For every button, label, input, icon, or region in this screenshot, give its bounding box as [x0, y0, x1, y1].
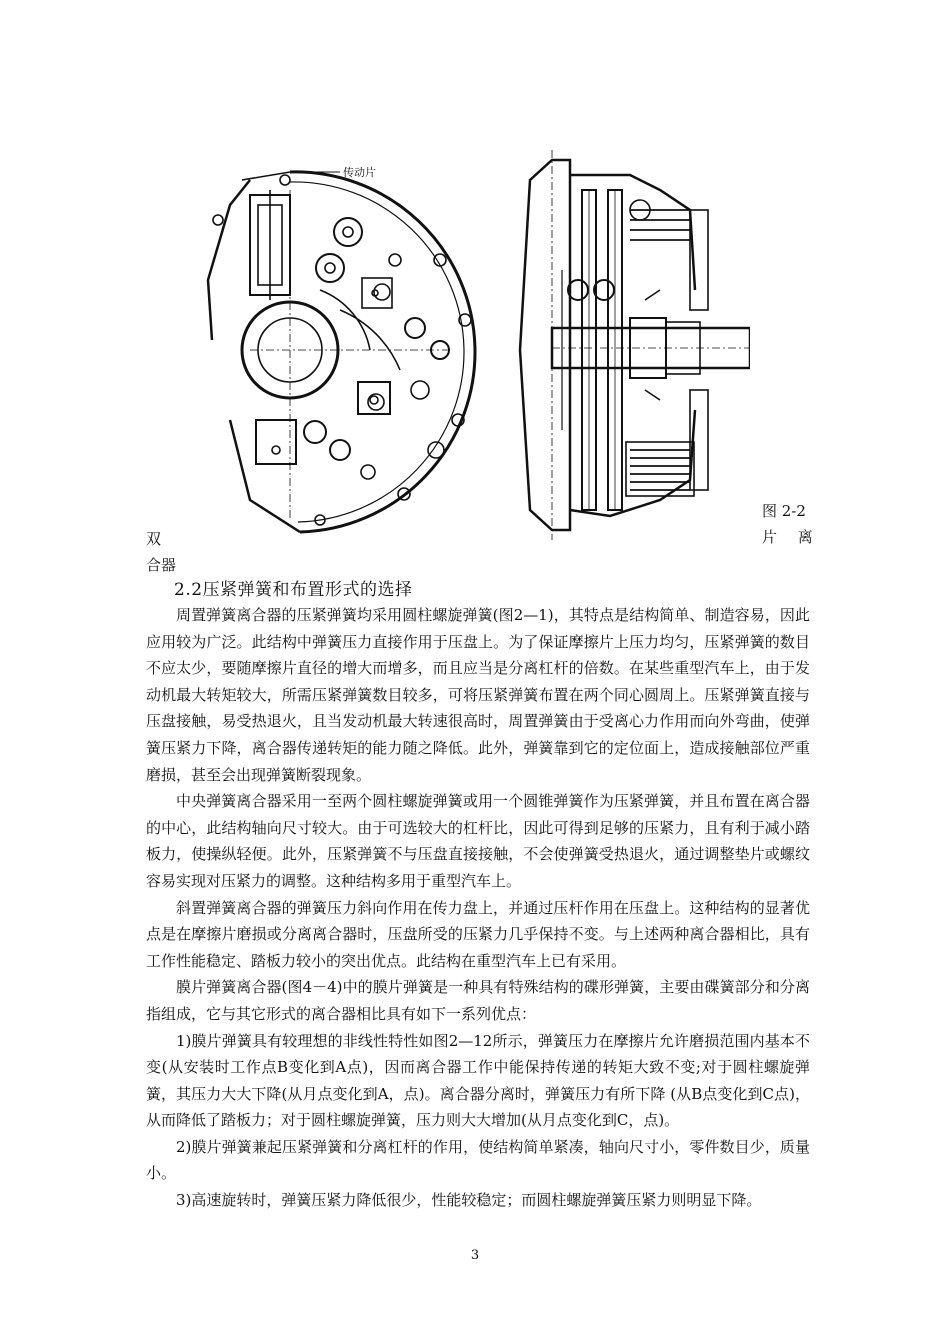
transmission-plate-label: 传动片 — [343, 166, 376, 179]
paragraph: 中央弹簧离合器采用一至两个圆柱螺旋弹簧或用一个圆锥弹簧作为压紧弹簧，并且布置在离合器的中心，此结构轴向尺寸较大。由于可选较大的杠杆比，因此可得到足够的压紧力，且有利于减小踏板力，使操纵轻便。此外，压紧弹簧不与压盘直接接触，不会使弹簧受热退火，通过调整垫片或螺纹容易实现对压紧力的调整。这种结构多用于重型汽车上。 — [146, 792, 810, 890]
figure-caption-part: 片 离 — [762, 528, 821, 546]
paragraph: 周置弹簧离合器的压紧弹簧均采用圆柱螺旋弹簧(图2—1)，其特点是结构简单、制造容易，因此应用较为广泛。此结构中弹簧压力直接作用于压盘上。为了保证摩擦片上压力均匀，压紧弹簧的数目不应太少，要随摩擦片直径的增大而增多，而且应当是分离杠杆的倍数。在某些重型汽车上，由于发动机最大转矩较大，所需压紧弹簧数目较多，可将压紧弹簧布置在两个同心圆周上。压紧弹簧直接与压盘接触，易受热退火，且当发动机最大转速很高时，周置弹簧由于受离心力作用而向外弯曲，使弹簧压紧力下降，离合器传递转矩的能力随之降低。此外，弹簧靠到它的定位面上，造成接触部位严重磨损，甚至会出现弹簧断裂现象。 — [146, 606, 810, 784]
body-text — [146, 602, 810, 1214]
page-number: 3 — [470, 1248, 480, 1263]
figure-number: 图 2-2 — [762, 502, 806, 520]
figure-caption-left — [146, 526, 176, 578]
clutch-figure — [190, 150, 750, 540]
paragraph: 斜置弹簧离合器的弹簧压力斜向作用在传力盘上，并通过压杆作用在压盘上。这种结构的显著优点是在摩擦片磨损或分离离合器时，压盘所受的压紧力几乎保持不变。与上述两种离合器相比，具有工作性能稳定、踏板力较小的突出优点。此结构在重型汽车上已有采用。 — [146, 898, 810, 970]
paragraph: 膜片弹簧离合器(图4－4)中的膜片弹簧是一种具有特殊结构的碟形弹簧，主要由碟簧部分和分离指组成，它与其它形式的离合器相比具有如下一系列优点： — [146, 978, 810, 1023]
section-title: 2.2压紧弹簧和布置形式的选择 — [174, 580, 413, 600]
figure-caption-word: 双 — [146, 530, 162, 548]
paragraph: 1)膜片弹簧具有较理想的非线性特性如图2—12所示，弹簧压力在摩擦片允许磨损范围内基本不变(从安装时工作点B变化到A点)，因而离合器工作中能保持传递的转矩大致不变;对于圆柱螺旋弹簧，其压力大大下降(从月点变化到A，点)。离合器分离时，弹簧压力有所下降 (从B点变化到C点)，从而降低了踏板力；对于圆柱螺旋弹簧，压力则大大增加(从月点变化到C，点)。 — [146, 1031, 810, 1130]
clutch-drawing — [190, 150, 750, 540]
paragraph: 3)高速旋转时，弹簧压紧力降低很少，性能较稳定；而圆柱螺旋弹簧压紧力则明显下降。 — [176, 1191, 762, 1210]
figure-caption-word: 合器 — [146, 556, 177, 574]
figure-caption-right — [762, 498, 821, 550]
paragraph: 2)膜片弹簧兼起压紧弹簧和分离杠杆的作用，使结构简单紧凑，轴向尺寸小，零件数目少，质量小。 — [146, 1137, 810, 1183]
clutch-face-outer — [290, 172, 475, 532]
